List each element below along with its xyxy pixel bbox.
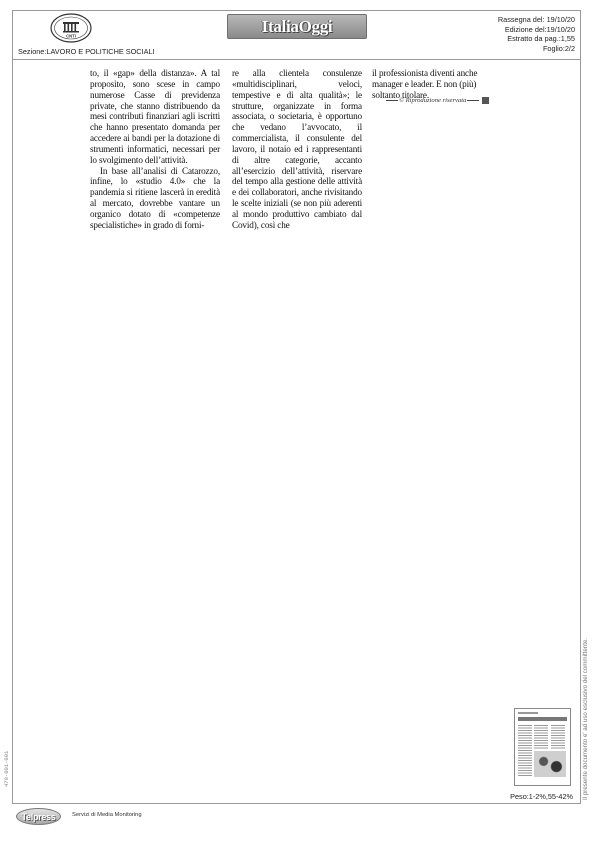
masthead-title: ItaliaOggi [261, 16, 333, 36]
section-label: Sezione:LAVORO E POLITICHE SOCIALI [18, 47, 155, 56]
divider [467, 100, 479, 101]
telpress-logo [16, 808, 61, 825]
edizione-date: Edizione del:19/10/20 [504, 24, 575, 34]
services-label: Servizi di Media Monitoring [72, 812, 142, 818]
extract-pages: Estratto da pag.:1,55 [507, 34, 575, 44]
article-column-3 [372, 68, 504, 101]
header-divider [12, 59, 581, 60]
page-thumbnail [514, 708, 571, 786]
weight-label: Peso:1-2%,55-42% [510, 792, 573, 801]
paragraph: re alla clientela consulenze «multidisciplinari, veloci, tempestive e di alta qualità»; le strutture, organizzate in forma associata, o societaria, è opportuno che vedano l’avvocato, il commercialista, il consulente del lavoro, il notaio ed i rappresentanti di altre categorie, accanto all’esercizio dell’attività, riservare del tempo alla gestione delle attività e dei collaboratori, anche rivisitando le scelte iniziali (se non più aderenti al mondo produttivo cambiato dal Covid), così che [232, 68, 362, 230]
paragraph: il professionista diventi anche manager e leader. E non (più) soltanto titolare. [372, 68, 478, 100]
thumbnail-column [534, 725, 548, 749]
thumbnail-column [551, 725, 565, 749]
article-column-1 [90, 68, 220, 231]
thumbnail-photo [534, 751, 566, 777]
footer-divider [12, 803, 581, 804]
paragraph: In base all’analisi di Catarozzo, infine, lo «studio 4.0» che la pandemia si ritiene lascerà in eredità al mercato, dovrebbe vantare un organico dotato di «competenze specialistiche» in grado di forni- [90, 165, 220, 230]
divider [386, 100, 398, 101]
article-column-2 [232, 68, 362, 231]
seal-text: CNTI [66, 33, 76, 39]
sheet-number: Foglio:2/2 [542, 44, 575, 54]
copyright-text: © Riproduzione riservata [399, 97, 467, 104]
thumbnail-column [518, 725, 532, 777]
usage-disclaimer: Il presente documento e' ad uso esclusivo del committente. [582, 637, 589, 800]
telpress-logo-text: Telpress [21, 811, 56, 822]
document-id: 478-001-001 [3, 750, 10, 787]
cnti-seal-logo [50, 13, 92, 43]
end-mark-icon [482, 97, 489, 104]
rassegna-date: Rassegna del: 19/10/20 [497, 15, 575, 24]
press-review-meta [498, 15, 575, 54]
copyright-notice [385, 97, 489, 104]
masthead-logo [227, 14, 367, 39]
thumbnail-title [518, 717, 567, 721]
paragraph: to, il «gap» della distanza». A tal proposito, sono scese in campo numerose Casse di previdenza private, che stanno distribuendo da mesi contributi finanziari agli iscritti che hanno presentato domanda per accedere ai bandi per la dotazione di strumenti informatici, necessari per lo svolgimento dell’attività. [90, 68, 220, 165]
thumbnail-header [518, 712, 538, 714]
